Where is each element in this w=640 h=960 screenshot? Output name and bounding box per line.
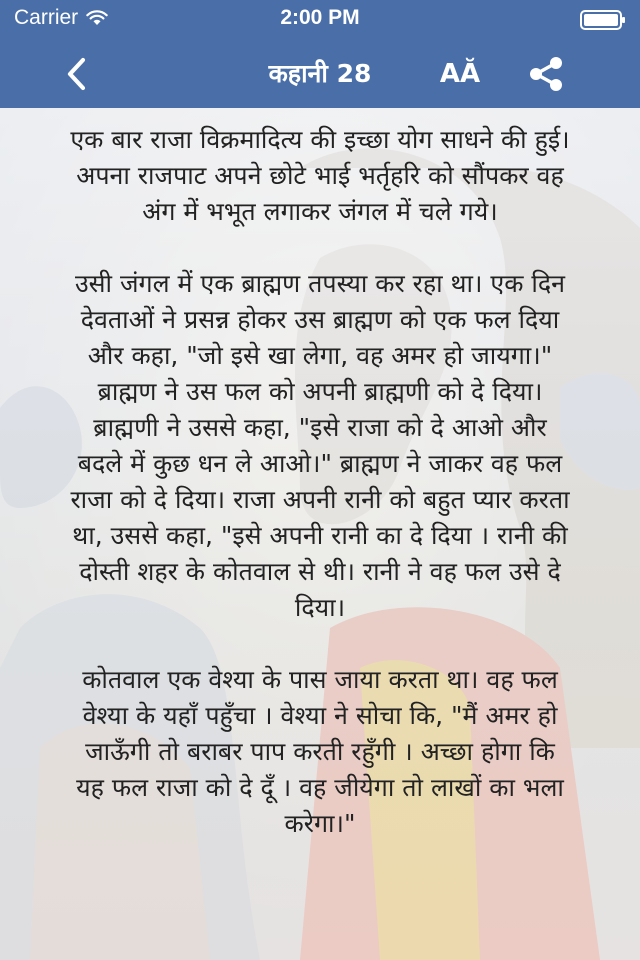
status-bar	[0, 0, 640, 40]
share-button[interactable]	[522, 50, 570, 98]
story-paragraph: एक बार राजा विक्रमादित्य की इच्छा योग साधने की हुई। अपना राजपाट अपने छोटे भाई भर्तृहरि को सौंपकर वह अंग में भभूत लगाकर जंगल में चले गये।	[70, 125, 570, 226]
top-bar	[0, 0, 640, 108]
story-content[interactable]	[0, 108, 640, 960]
share-icon	[527, 55, 565, 93]
battery-icon	[580, 10, 626, 30]
carrier-label: Carrier	[14, 6, 79, 29]
story-paragraph: उसी जंगल में एक ब्राह्मण तपस्या कर रहा था। एक दिन देवताओं ने प्रसन्न होकर उस ब्राह्मण को एक फल दिया और कहा, "जो इसे खा लेगा, वह अमर हो जायगा।" ब्राह्मण ने उस फल को अपनी ब्राह्मणी को दे दिया। ब्राह्मणी ने उससे कहा, "इसे राजा को दे आओ और बदले में कुछ धन ले आओ।" ब्राह्मण ने जाकर वह फल राजा को दे दिया। राजा अपनी रानी को बहुत प्यार करता था, उससे कहा, "इसे अपनी रानी का दे दिया । रानी की दोस्ती शहर के कोतवाल से थी। रानी ने वह फल उसे दे दिया।	[70, 269, 570, 622]
page-title: कहानी 28	[268, 59, 372, 88]
font-size-icon: AĂ	[439, 59, 481, 89]
font-size-button[interactable]	[436, 52, 484, 96]
story-paragraph: कोतवाल एक वेश्या के पास जाया करता था। वह फल वेश्या के यहाँ पहुँचा । वेश्या ने सोचा कि, "मैं अमर हो जाऊँगी तो बराबर पाप करती रहुँगी । अच्छा होगा कि यह फल राजा को दे दूँ । वह जीयेगा तो लाखों का भला करेगा।"	[76, 665, 564, 838]
nav-bar	[0, 40, 640, 108]
story-text	[70, 122, 570, 878]
status-time: 2:00 PM	[280, 6, 360, 29]
